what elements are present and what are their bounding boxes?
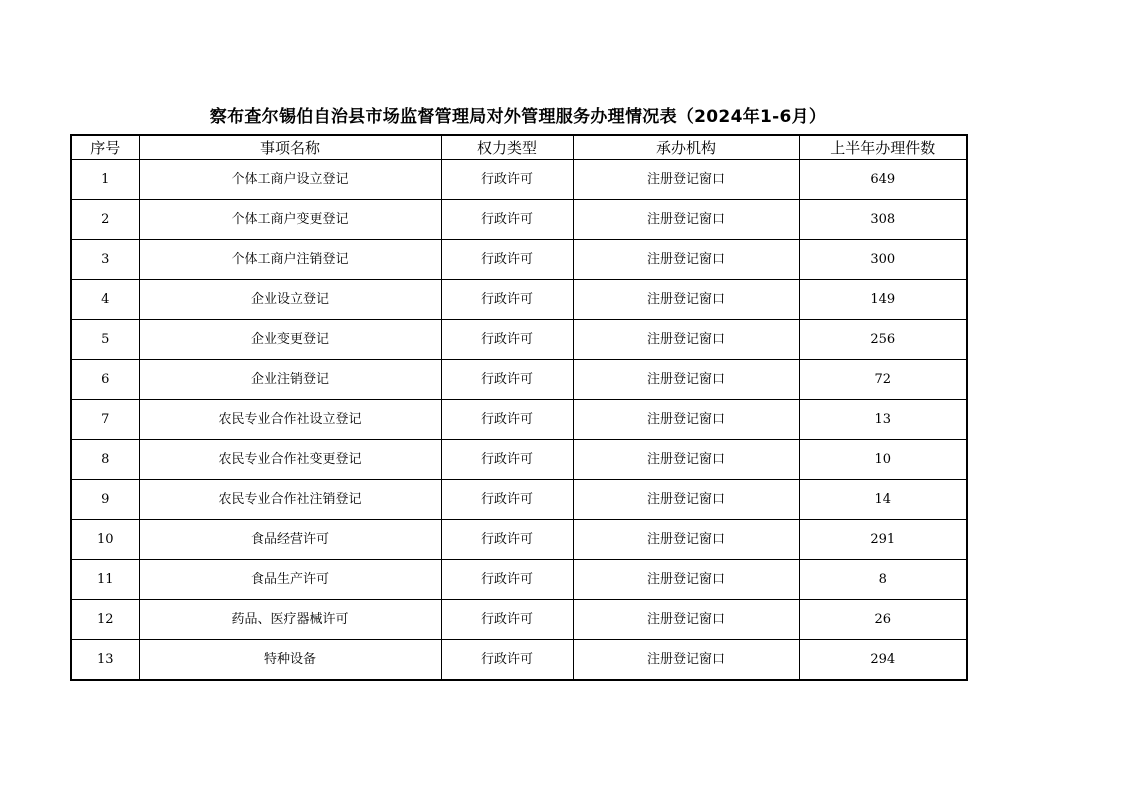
cell-index: 12 [71,600,139,640]
cell-power-type: 行政许可 [441,280,573,320]
cell-index: 7 [71,400,139,440]
cell-handling-office: 注册登记窗口 [573,560,799,600]
cell-power-type: 行政许可 [441,240,573,280]
cell-handling-office: 注册登记窗口 [573,640,799,681]
service-statistics-table [70,134,968,681]
cell-power-type: 行政许可 [441,400,573,440]
cell-handling-office: 注册登记窗口 [573,360,799,400]
cell-case-count: 26 [799,600,967,640]
cell-item-name: 农民专业合作社变更登记 [139,440,441,480]
table-row [71,440,967,480]
cell-handling-office: 注册登记窗口 [573,440,799,480]
table-row [71,320,967,360]
table-row [71,640,967,681]
cell-index: 6 [71,360,139,400]
cell-item-name: 个体工商户注销登记 [139,240,441,280]
cell-handling-office: 注册登记窗口 [573,240,799,280]
cell-case-count: 300 [799,240,967,280]
table-row [71,240,967,280]
table-row [71,360,967,400]
cell-item-name: 个体工商户变更登记 [139,200,441,240]
cell-case-count: 10 [799,440,967,480]
table-row [71,400,967,440]
table-header-row [71,135,967,160]
cell-handling-office: 注册登记窗口 [573,200,799,240]
cell-power-type: 行政许可 [441,600,573,640]
cell-power-type: 行政许可 [441,320,573,360]
cell-power-type: 行政许可 [441,480,573,520]
cell-index: 4 [71,280,139,320]
table-row [71,280,967,320]
cell-handling-office: 注册登记窗口 [573,280,799,320]
cell-item-name: 特种设备 [139,640,441,681]
cell-item-name: 药品、医疗器械许可 [139,600,441,640]
cell-power-type: 行政许可 [441,560,573,600]
cell-index: 13 [71,640,139,681]
cell-index: 9 [71,480,139,520]
cell-power-type: 行政许可 [441,640,573,681]
table-row [71,160,967,200]
column-header-power-type: 权力类型 [441,135,573,160]
cell-case-count: 649 [799,160,967,200]
column-header-index: 序号 [71,135,139,160]
cell-case-count: 13 [799,400,967,440]
column-header-handling-office: 承办机构 [573,135,799,160]
cell-item-name: 食品经营许可 [139,520,441,560]
cell-case-count: 8 [799,560,967,600]
cell-index: 10 [71,520,139,560]
cell-case-count: 149 [799,280,967,320]
cell-item-name: 农民专业合作社注销登记 [139,480,441,520]
document-title: 察布查尔锡伯自治县市场监督管理局对外管理服务办理情况表（2024年1-6月） [209,107,827,127]
cell-handling-office: 注册登记窗口 [573,600,799,640]
cell-power-type: 行政许可 [441,160,573,200]
cell-power-type: 行政许可 [441,200,573,240]
cell-handling-office: 注册登记窗口 [573,160,799,200]
cell-handling-office: 注册登记窗口 [573,520,799,560]
cell-item-name: 个体工商户设立登记 [139,160,441,200]
table-body [71,160,967,681]
cell-case-count: 14 [799,480,967,520]
cell-power-type: 行政许可 [441,440,573,480]
cell-item-name: 企业注销登记 [139,360,441,400]
cell-index: 2 [71,200,139,240]
cell-handling-office: 注册登记窗口 [573,400,799,440]
cell-item-name: 食品生产许可 [139,560,441,600]
cell-index: 8 [71,440,139,480]
cell-case-count: 294 [799,640,967,681]
cell-handling-office: 注册登记窗口 [573,320,799,360]
cell-power-type: 行政许可 [441,520,573,560]
cell-index: 3 [71,240,139,280]
cell-case-count: 308 [799,200,967,240]
table-row [71,480,967,520]
column-header-item-name: 事项名称 [139,135,441,160]
cell-case-count: 72 [799,360,967,400]
cell-item-name: 企业变更登记 [139,320,441,360]
cell-index: 1 [71,160,139,200]
table-row [71,600,967,640]
cell-case-count: 256 [799,320,967,360]
cell-index: 5 [71,320,139,360]
cell-item-name: 企业设立登记 [139,280,441,320]
table-row [71,560,967,600]
column-header-case-count: 上半年办理件数 [799,135,967,160]
table-row [71,520,967,560]
table-row [71,200,967,240]
cell-handling-office: 注册登记窗口 [573,480,799,520]
cell-item-name: 农民专业合作社设立登记 [139,400,441,440]
cell-case-count: 291 [799,520,967,560]
cell-power-type: 行政许可 [441,360,573,400]
cell-index: 11 [71,560,139,600]
